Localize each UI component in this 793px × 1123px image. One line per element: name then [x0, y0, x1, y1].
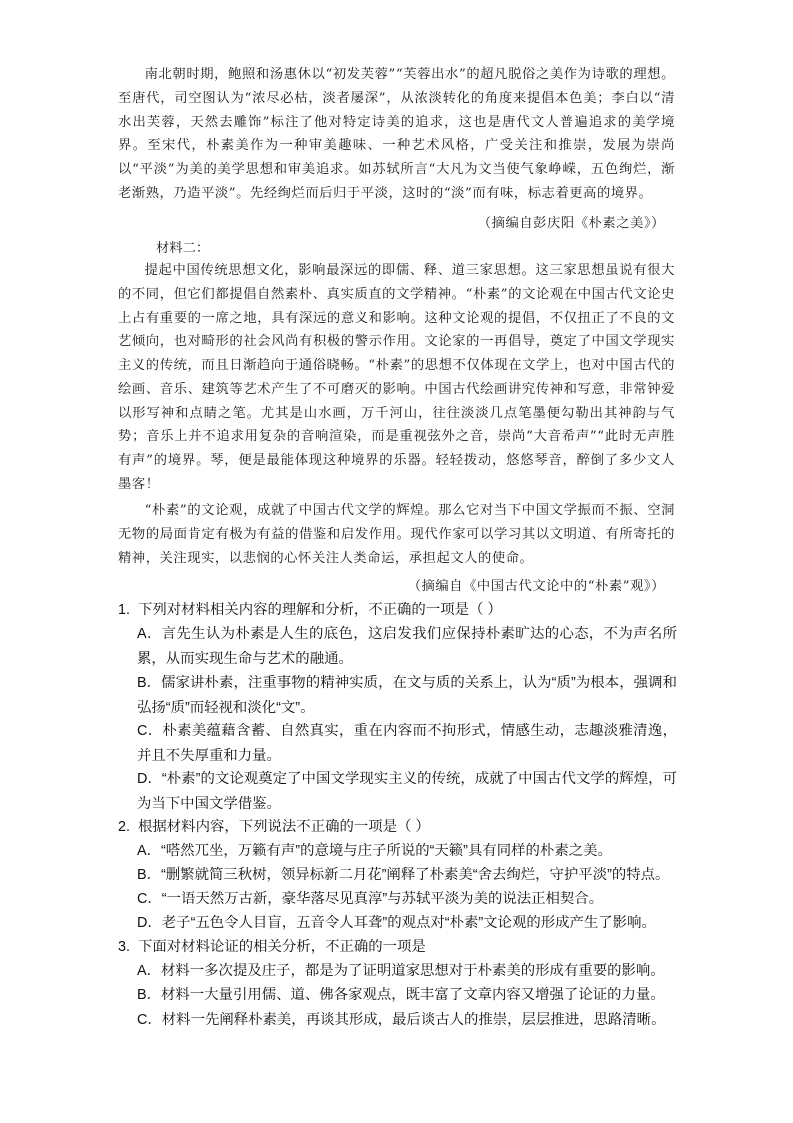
- option-2d: D．老子“五色令人目盲，五音令人耳聋”的观点对“朴素”文论观的形成产生了影响。: [137, 915, 656, 931]
- option-2b: B．“删繁就简三秋树，领异标新二月花”阐释了朴素美“舍去绚烂，守护平淡”的特点。: [137, 867, 670, 883]
- option-1d: D．“朴素”的文论观奠定了中国文学现实主义的传统，成就了中国古代文学的辉煌，可为当下中国文学借鉴。: [137, 771, 677, 812]
- option-2c: C．“一语天然万古新，豪华落尽见真淳”与苏轼平淡为美的说法正相契合。: [137, 891, 604, 907]
- option-3c: C．材料一先阐释朴素美，再谈其形成，最后谈古人的推崇，层层推进，思路清晰。: [137, 1012, 666, 1028]
- question-2: [118, 815, 430, 840]
- option-3a: A．材料一多次提及庄子，都是为了证明道家思想对于朴素美的形成有重要的影响。: [137, 963, 665, 979]
- material1-source: （摘编自彭庆阳《朴素之美》）: [477, 216, 665, 231]
- question-stem: 下面对材料论证的相关分析，不正确的一项是: [138, 939, 426, 955]
- material2-label: 材料二：: [156, 241, 210, 256]
- option-1b: B．儒家讲朴素，注重事物的精神实质，在文与质的关系上，认为“质”为根本，强调和弘扬“质”而轻视和淡化“文”。: [137, 675, 677, 716]
- option-3b: B．材料一大量引用儒、道、佛各家观点，既丰富了文章内容又增强了论证的力量。: [137, 987, 665, 1003]
- option-2a: A．“嗒然兀坐，万籁有声”的意境与庄子所说的“天籁”具有同样的朴素之美。: [137, 843, 612, 859]
- material2-source: （摘编自《中国古代文论中的“朴素”观》）: [407, 579, 665, 594]
- question-number: 1.: [118, 602, 131, 618]
- question-stem: 下列对材料相关内容的理解和分析，不正确的一项是（ ）: [138, 602, 502, 618]
- material1-paragraph: 南北朝时期，鲍照和汤惠休以“初发芙蓉”“芙蓉出水”的超凡脱俗之美作为诗歌的理想。至唐代，司空图认为“浓尽必枯，淡者屡深”，从浓淡转化的角度来提倡本色美；李白以“清水出芙蓉，天然去雕饰”标注了他对特定诗美的追求，这也是唐代文人普遍追求的美学境界。至宋代，朴素美作为一种审美趣味、一种艺术风格，广受关注和推崇，发展为崇尚以“平淡”为美的美学思想和审美追求。如苏轼所言“大凡为文当使气象峥嵘，五色绚烂，渐老渐熟，乃造平淡”。先经绚烂而后归于平淡，这时的“淡”而有味，标志着更高的境界。: [118, 67, 675, 201]
- question-1: [118, 598, 502, 623]
- option-1c: C．朴素美蕴藉含蓄、自然真实，重在内容而不拘形式，情感生动，志趣淡雅清逸，并且不失厚重和力量。: [137, 723, 677, 764]
- question-stem: 根据材料内容，下列说法不正确的一项是（ ）: [138, 819, 430, 835]
- question-3: [118, 935, 426, 960]
- material2-paragraph2: “朴素”的文论观，成就了中国古代文学的辉煌。那么它对当下中国文学振而不振、空洞无物的局面肯定有极为有益的借鉴和启发作用。现代作家可以学习其以文明道、有所寄托的精神，关注现实，以悲悯的心怀关注人类命运，承担起文人的使命。: [118, 503, 675, 566]
- question-number: 2.: [118, 819, 131, 835]
- option-1a: A．言先生认为朴素是人生的底色，这启发我们应保持朴素旷达的心态，不为声名所累，从而实现生命与艺术的融通。: [137, 626, 677, 667]
- question-number: 3.: [118, 939, 131, 955]
- material2-paragraph1: 提起中国传统思想文化，影响最深远的即儒、释、道三家思想。这三家思想虽说有很大的不同，但它们都提倡自然素朴、真实质直的文学精神。“朴素”的文论观在中国古代文论史上占有重要的一席之地，具有深远的意义和影响。这种文论观的提倡，不仅扭正了不良的文艺倾向，也对畸形的社会风尚有积极的警示作用。文论家的一再倡导，奠定了中国文学现实主义的传统，而且日渐趋向于通俗晓畅。“朴素”的思想不仅体现在文学上，也对中国古代的绘画、音乐、建筑等艺术产生了不可磨灭的影响。中国古代绘画讲究传神和写意，非常钟爱以形写神和点睛之笔。尤其是山水画，万千河山，往往淡淡几点笔墨便勾勒出其神韵与气势；音乐上并不追求用复杂的音响渲染，而是重视弦外之音，崇尚“大音希声”“此时无声胜有声”的境界。琴，便是最能体现这种境界的乐器。轻轻拨动，悠悠琴音，醉倒了多少文人墨客！: [118, 263, 675, 492]
